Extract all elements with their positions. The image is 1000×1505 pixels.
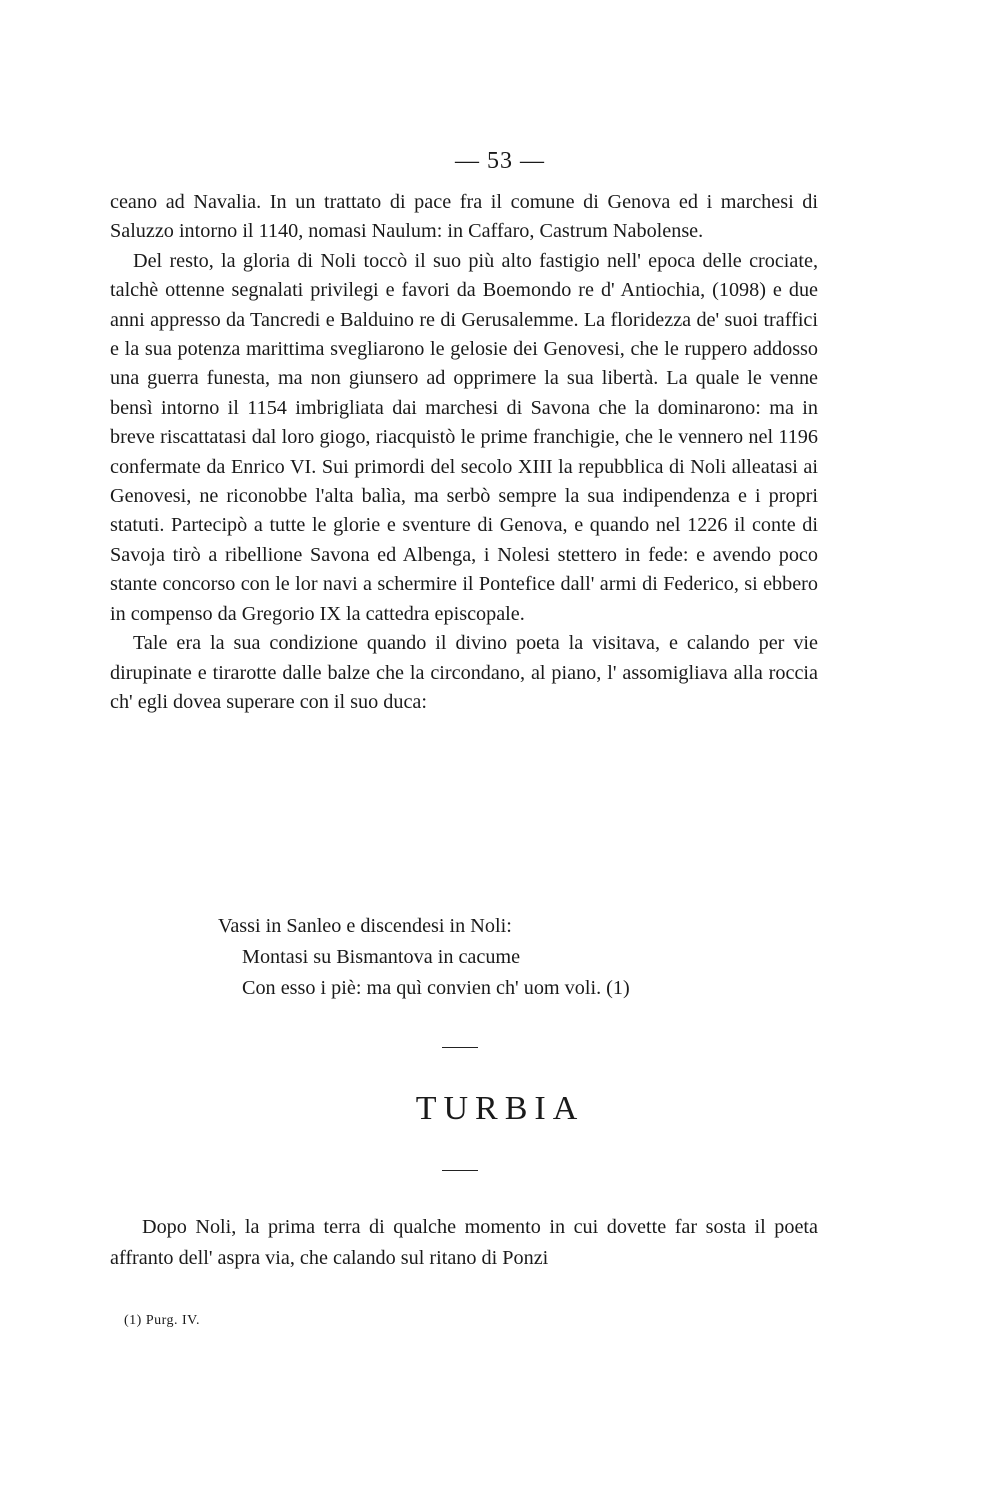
section-text [110, 1212, 818, 1274]
divider-rule [442, 1047, 478, 1048]
page-number: — 53 — [455, 148, 545, 174]
footnote: (1) Purg. IV. [124, 1313, 200, 1328]
section-title: TURBIA [415, 1090, 585, 1127]
paragraph: ceano ad Navalia. In un trattato di pace fra il comune di Genova ed i marchesi di Saluzzo intorno il 1140, nomasi Naulum: in Caffaro, Castrum Nabolense. [110, 191, 818, 243]
verse-quotation [110, 911, 818, 1004]
body-text [110, 188, 818, 717]
verse-line: Con esso i piè: ma quì convien ch' uom voli. (1) [242, 977, 630, 999]
divider-rule [442, 1170, 478, 1171]
verse-line: Vassi in Sanleo e discendesi in Noli: [218, 915, 512, 937]
paragraph: Tale era la sua condizione quando il divino poeta la visitava, e calando per vie dirupinate e tirarotte dalle balze che la circondano, al piano, l' assomigliava alla roccia ch' egli dovea superare con il suo duca: [110, 632, 818, 713]
verse-line: Montasi su Bismantova in cacume [242, 946, 521, 968]
paragraph: Dopo Noli, la prima terra di qualche momento in cui dovette far sosta il poeta affranto dell' aspra via, che calando sul ritano di Ponzi [110, 1216, 818, 1269]
paragraph: Del resto, la gloria di Noli toccò il suo più alto fastigio nell' epoca delle crociate, talchè ottenne segnalati privilegi e favori da Boemondo re d' Antiochia, (1098) e due anni appresso da Tancredi e Balduino re di Gerusalemme. La floridezza de' suoi traffici e la sua potenza marittima svegliarono le gelosie dei Genovesi, che le ruppero addosso una guerra funesta, ma non giunsero ad opprimere la sua libertà. La quale le venne bensì intorno il 1154 imbrigliata dai marchesi di Savona che la dominarono: ma in breve riscattatasi dal loro giogo, riacquistò le prime franchigie, che le vennero nel 1196 confermate da Enrico VI. Sui primordi del secolo XIII la repubblica di Noli alleatasi ai Genovesi, ne riconobbe l'alta balìa, ma serbò sempre la sua indipendenza e i propri statuti. Partecipò a tutte le glorie e sventure di Genova, e quando nel 1226 il conte di Savoja tirò a ribellione Savona ed Albenga, i Nolesi stettero in fede: e avendo poco stante concorso con le lor navi a schermire il Pontefice dall' armi di Federico, si ebbero in compenso da Gregorio IX la cattedra episcopale. [110, 249, 818, 625]
